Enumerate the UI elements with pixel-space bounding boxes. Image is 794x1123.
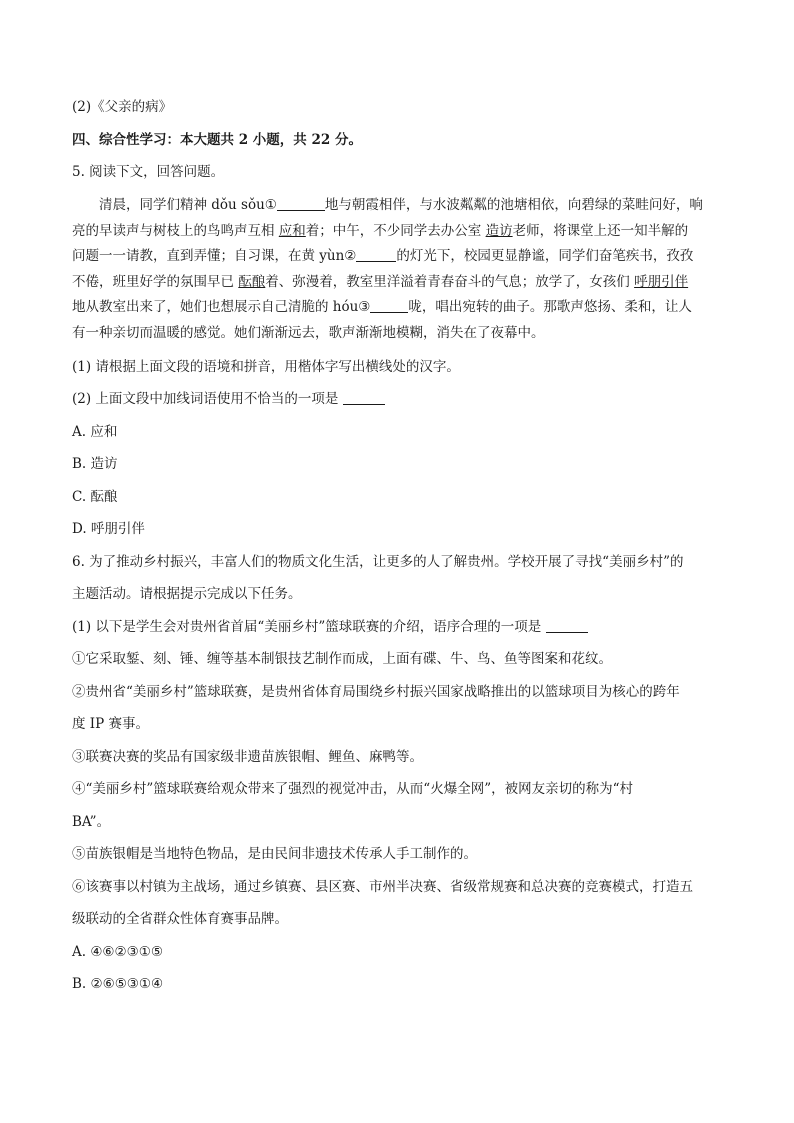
- blank-1: [277, 196, 325, 211]
- passage-text: 着、弥漫着，教室里洋溢着青春奋斗的气息；放学了，女孩们: [265, 273, 635, 290]
- section-heading: [72, 129, 724, 152]
- passage-text: 问题一一请教，直到弄懂；自习课，在黄 yùn②: [72, 248, 357, 265]
- passage-text: 老师，将课堂上还一知半解的: [512, 222, 689, 239]
- question-5-1: (1) 请根据上面文段的语境和拼音，用楷体字写出横线处的汉字。: [72, 358, 460, 375]
- option-c: C. 酝酿: [72, 488, 118, 505]
- document-page: [72, 96, 724, 996]
- passage-text: 地从教室出来了，她们也想展示自己清脆的 hóu③: [72, 299, 371, 316]
- question-5-stem: 5. 阅读下文，回答问题。: [72, 164, 225, 180]
- blank-3: [370, 298, 408, 313]
- sentence-5: ⑤苗族银帽是当地特色物品，是由民间非遗技术传承人手工制作的。: [72, 846, 477, 863]
- option-d: D. 呼朋引伴: [72, 521, 145, 538]
- sentence-2-line-2: 度 IP 赛事。: [72, 716, 149, 733]
- sentence-6-line-1: ⑥该赛事以村镇为主战场，通过乡镇赛、县区赛、市州半决赛、省级常规赛和总决赛的竞赛模式，打造五: [72, 878, 693, 895]
- underlined-word-yunniang: 酝酿: [238, 273, 266, 290]
- option-a: A. 应和: [72, 423, 118, 440]
- blank-2: [356, 247, 396, 262]
- question-6-stem-line-2: 主题活动。请根据提示完成以下任务。: [72, 586, 302, 603]
- passage-line-5: [72, 295, 724, 321]
- passage-text: 清晨，同学们精神 dǒu sǒu①: [99, 197, 277, 213]
- section-title: 四、综合性学习：: [72, 131, 180, 148]
- sentence-6-line-2: 级联动的全省群众性体育赛事品牌。: [72, 911, 288, 928]
- underlined-word-hupengyinban: 呼朋引伴: [634, 273, 689, 290]
- passage-text: 亮的早读声与树枝上的鸟鸣声互相: [72, 222, 279, 239]
- section-score: 本大题共 2 小题，共 22 分。: [180, 131, 362, 148]
- sentence-1: ①它采取錾、刻、锤、缠等基本制银技艺制作而成，上面有碟、牛、鸟、鱼等图案和花纹。: [72, 651, 612, 668]
- sentence-4-line-2: BA”。: [72, 813, 111, 830]
- question-text: (1) 以下是学生会对贵州省首届“美丽乡村”篮球联赛的介绍，语序合理的一项是: [72, 618, 546, 635]
- order-option-a: A. ④⑥②③①⑤: [72, 943, 163, 960]
- sentence-3: ③联赛决赛的奖品有国家级非遗苗族银帽、鲤鱼、麻鸭等。: [72, 748, 423, 765]
- passage-line-3: [72, 244, 724, 270]
- passage-text: 地与朝霞相伴，与水波粼粼的池塘相依，向碧绿的菜畦问好，响: [324, 197, 703, 213]
- answer-blank: [343, 390, 385, 405]
- question-5-2: [72, 388, 724, 411]
- passage-text: 咙，唱出宛转的曲子。那歌声悠扬、柔和，让人: [408, 299, 692, 316]
- question-6-1: [72, 616, 724, 639]
- question-6-stem-line-1: 6. 为了推动乡村振兴，丰富人们的物质文化生活，让更多的人了解贵州。学校开展了寻找“美丽乡村”的: [72, 553, 684, 570]
- passage-text: 的灯光下，校园更显静谧，同学们奋笔疾书，孜孜: [396, 248, 694, 265]
- order-option-b: B. ②⑥⑤③①④: [72, 976, 164, 993]
- passage-text: 不倦，班里好学的氛围早已: [72, 273, 239, 290]
- underlined-word-zaofang: 造访: [485, 222, 513, 239]
- passage-line-6: 有一种亲切而温暖的感觉。她们渐渐远去，歌声渐渐地模糊，消失在了夜幕中。: [72, 324, 545, 341]
- sentence-2-line-1: ②贵州省“美丽乡村”篮球联赛，是贵州省体育局围绕乡村振兴国家战略推出的以篮球项目为核心的跨年: [72, 683, 680, 700]
- underlined-word-yinghe: 应和: [278, 222, 306, 239]
- passage-text: 着；中午，不少同学去办公室: [305, 222, 486, 239]
- passage-line-1: [72, 193, 724, 219]
- question-text: (2) 上面文段中加线词语使用不恰当的一项是: [72, 391, 343, 408]
- reading-passage: [72, 193, 724, 347]
- sentence-4-line-1: ④“美丽乡村”篮球联赛给观众带来了强烈的视觉冲击，从而“火爆全网”，被网友亲切的称为“村: [72, 781, 634, 798]
- passage-line-4: [72, 270, 724, 296]
- passage-line-2: [72, 219, 724, 245]
- answer-blank: [546, 618, 588, 633]
- item-father-illness: (2)《父亲的病》: [72, 99, 173, 115]
- option-b: B. 造访: [72, 456, 118, 473]
